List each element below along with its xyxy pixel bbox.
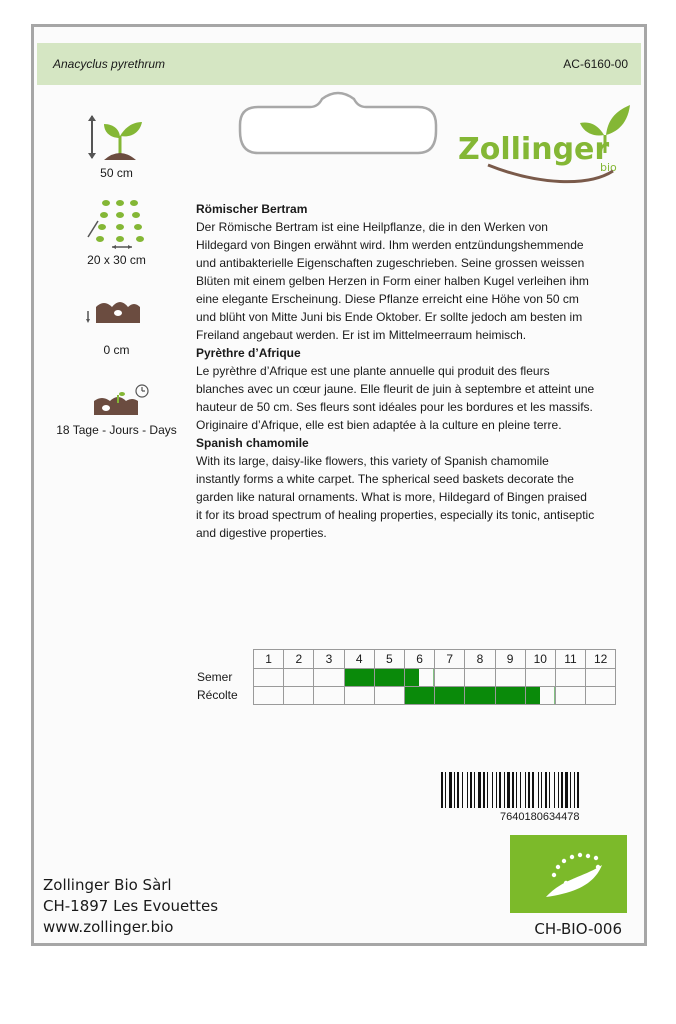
- section-body-fr: Le pyrèthre d’Afrique est une plante annuelle qui produit des fleurs blanches avec un cœur jaune. Elle fleurit de juin à septembre et atteint une hauteur de 50 cm. Ses fleurs sont idéales pour les bordures et les massifs. Originaire d’Afrique, elle est bien adaptée à la culture en pleine terre.: [196, 364, 595, 432]
- barcode-bar: [504, 772, 505, 808]
- spacing-block: [34, 199, 199, 267]
- barcode: [441, 772, 623, 810]
- calendar-bar-segment: [435, 687, 465, 705]
- company-name: Zollinger Bio Sàrl: [43, 876, 172, 894]
- spacing-icon: [82, 199, 152, 249]
- barcode-bar: [570, 772, 571, 808]
- section-body-de: Der Römische Bertram ist eine Heilpflanze, die in den Werken von Hildegard von Bingen erwähnt wird. Ihm werden entzündungshemmende und antibakterielle Eigenschaften zugeschrieben. Seine grossen weissen Blüten mit einem gelben Herzen in Form einer halben Kugel verleihen ihm eine elegante Erscheinung. Diese Pflanze erreicht eine Höhe von 50 cm und blüht von Mitte Juni bis Ende Oktober. Er sollte jedoch am besten im Freiland angebaut werden. Er ist im Mittelmeerraum heimisch.: [196, 220, 589, 342]
- sowing-depth-label: 0 cm: [103, 343, 130, 357]
- barcode-bar: [516, 772, 517, 808]
- plant-height-block: [34, 112, 199, 180]
- barcode-bar: [483, 772, 485, 808]
- barcode-bar: [454, 772, 455, 808]
- barcode-bar: [507, 772, 510, 808]
- barcode-bar: [449, 772, 452, 808]
- barcode-bar: [574, 772, 575, 808]
- calendar-bar-segment: [465, 687, 495, 705]
- calendar-bar-segment: [525, 687, 555, 705]
- month-12: 12: [586, 650, 616, 669]
- calendar-bar-segment: [344, 669, 374, 687]
- month-2: 2: [284, 650, 314, 669]
- calendar-bar-segment: [495, 687, 525, 705]
- barcode-bar: [554, 772, 555, 808]
- calendar-label-harvest: Récolte: [197, 688, 238, 702]
- calendar-bar-segment: [374, 669, 404, 687]
- barcode-bar: [445, 772, 446, 808]
- bio-certification-code: CH-BIO-006: [534, 920, 622, 938]
- logo-brand: Zollinger: [458, 132, 610, 167]
- calendar-bar-segment: [404, 669, 434, 687]
- barcode-bar: [457, 772, 459, 808]
- latin-name: Anacyclus pyrethrum: [53, 57, 166, 71]
- company-website[interactable]: www.zollinger.bio: [43, 918, 174, 936]
- calendar-month-row: [254, 650, 616, 669]
- month-5: 5: [374, 650, 404, 669]
- barcode-bar: [561, 772, 563, 808]
- month-9: 9: [495, 650, 525, 669]
- germination-label: 18 Tage - Jours - Days: [56, 423, 177, 437]
- logo-sub: bio: [600, 161, 617, 174]
- calendar-bar-segment: [404, 687, 434, 705]
- barcode-bar: [478, 772, 481, 808]
- eu-organic-logo: [510, 835, 627, 913]
- barcode-bar: [525, 772, 526, 808]
- barcode-bar: [441, 772, 443, 808]
- month-1: 1: [254, 650, 284, 669]
- month-8: 8: [465, 650, 495, 669]
- eu-organic-leaf-icon: [510, 835, 627, 913]
- germination-time-icon: [82, 381, 152, 417]
- barcode-bar: [474, 772, 475, 808]
- barcode-bar: [528, 772, 530, 808]
- barcode-bar: [487, 772, 488, 808]
- barcode-bar: [520, 772, 521, 808]
- sowing-depth-block: [34, 293, 199, 357]
- company-location: CH-1897 Les Evouettes: [43, 897, 219, 915]
- plant-height-icon: [82, 112, 152, 162]
- sowing-harvest-calendar: [253, 649, 616, 705]
- month-3: 3: [314, 650, 344, 669]
- germination-block: [34, 381, 199, 437]
- company-address: [43, 875, 218, 938]
- barcode-bar: [512, 772, 514, 808]
- barcode-bar: [496, 772, 497, 808]
- zollinger-bio-logo: [458, 99, 638, 199]
- section-body-en: With its large, daisy-like flowers, this variety of Spanish chamomile instantly forms a white carpet. The spherical seed baskets decorate the garden like natural ornaments. What is more, Hildegard of Bingen praised it for its broad spectrum of healing properties, especially its tonic, antiseptic and digestive properties.: [196, 454, 595, 540]
- section-title-de: Römischer Bertram: [196, 202, 308, 216]
- sowing-depth-icon: [82, 293, 152, 325]
- calendar-row-sow: [254, 669, 616, 687]
- barcode-bar: [577, 772, 579, 808]
- barcode-number: 7640180634478: [500, 811, 580, 823]
- barcode-bar: [558, 772, 559, 808]
- section-title-en: Spanish chamomile: [196, 436, 309, 450]
- barcode-bar: [499, 772, 501, 808]
- barcode-bar: [462, 772, 463, 808]
- barcode-bar: [532, 772, 534, 808]
- section-title-fr: Pyrèthre d’Afrique: [196, 346, 301, 360]
- month-6: 6: [404, 650, 434, 669]
- barcode-bar: [549, 772, 550, 808]
- month-11: 11: [555, 650, 585, 669]
- calendar-row-labels: [197, 668, 238, 704]
- spacing-label: 20 x 30 cm: [87, 253, 146, 267]
- calendar-row-harvest: [254, 687, 616, 705]
- seed-packet-back: [31, 24, 647, 946]
- header-bar: [37, 43, 641, 85]
- barcode-bar: [467, 772, 468, 808]
- calendar-label-sow: Semer: [197, 670, 233, 684]
- barcode-bar: [565, 772, 568, 808]
- barcode-bar: [538, 772, 539, 808]
- description: [196, 200, 596, 542]
- product-code: AC-6160-00: [563, 57, 628, 71]
- month-7: 7: [435, 650, 465, 669]
- barcode-bar: [492, 772, 493, 808]
- hang-tab-outline: [238, 89, 438, 159]
- barcode-bar: [541, 772, 542, 808]
- month-10: 10: [525, 650, 555, 669]
- plant-height-label: 50 cm: [100, 166, 133, 180]
- month-4: 4: [344, 650, 374, 669]
- barcode-bar: [545, 772, 547, 808]
- barcode-bar: [470, 772, 472, 808]
